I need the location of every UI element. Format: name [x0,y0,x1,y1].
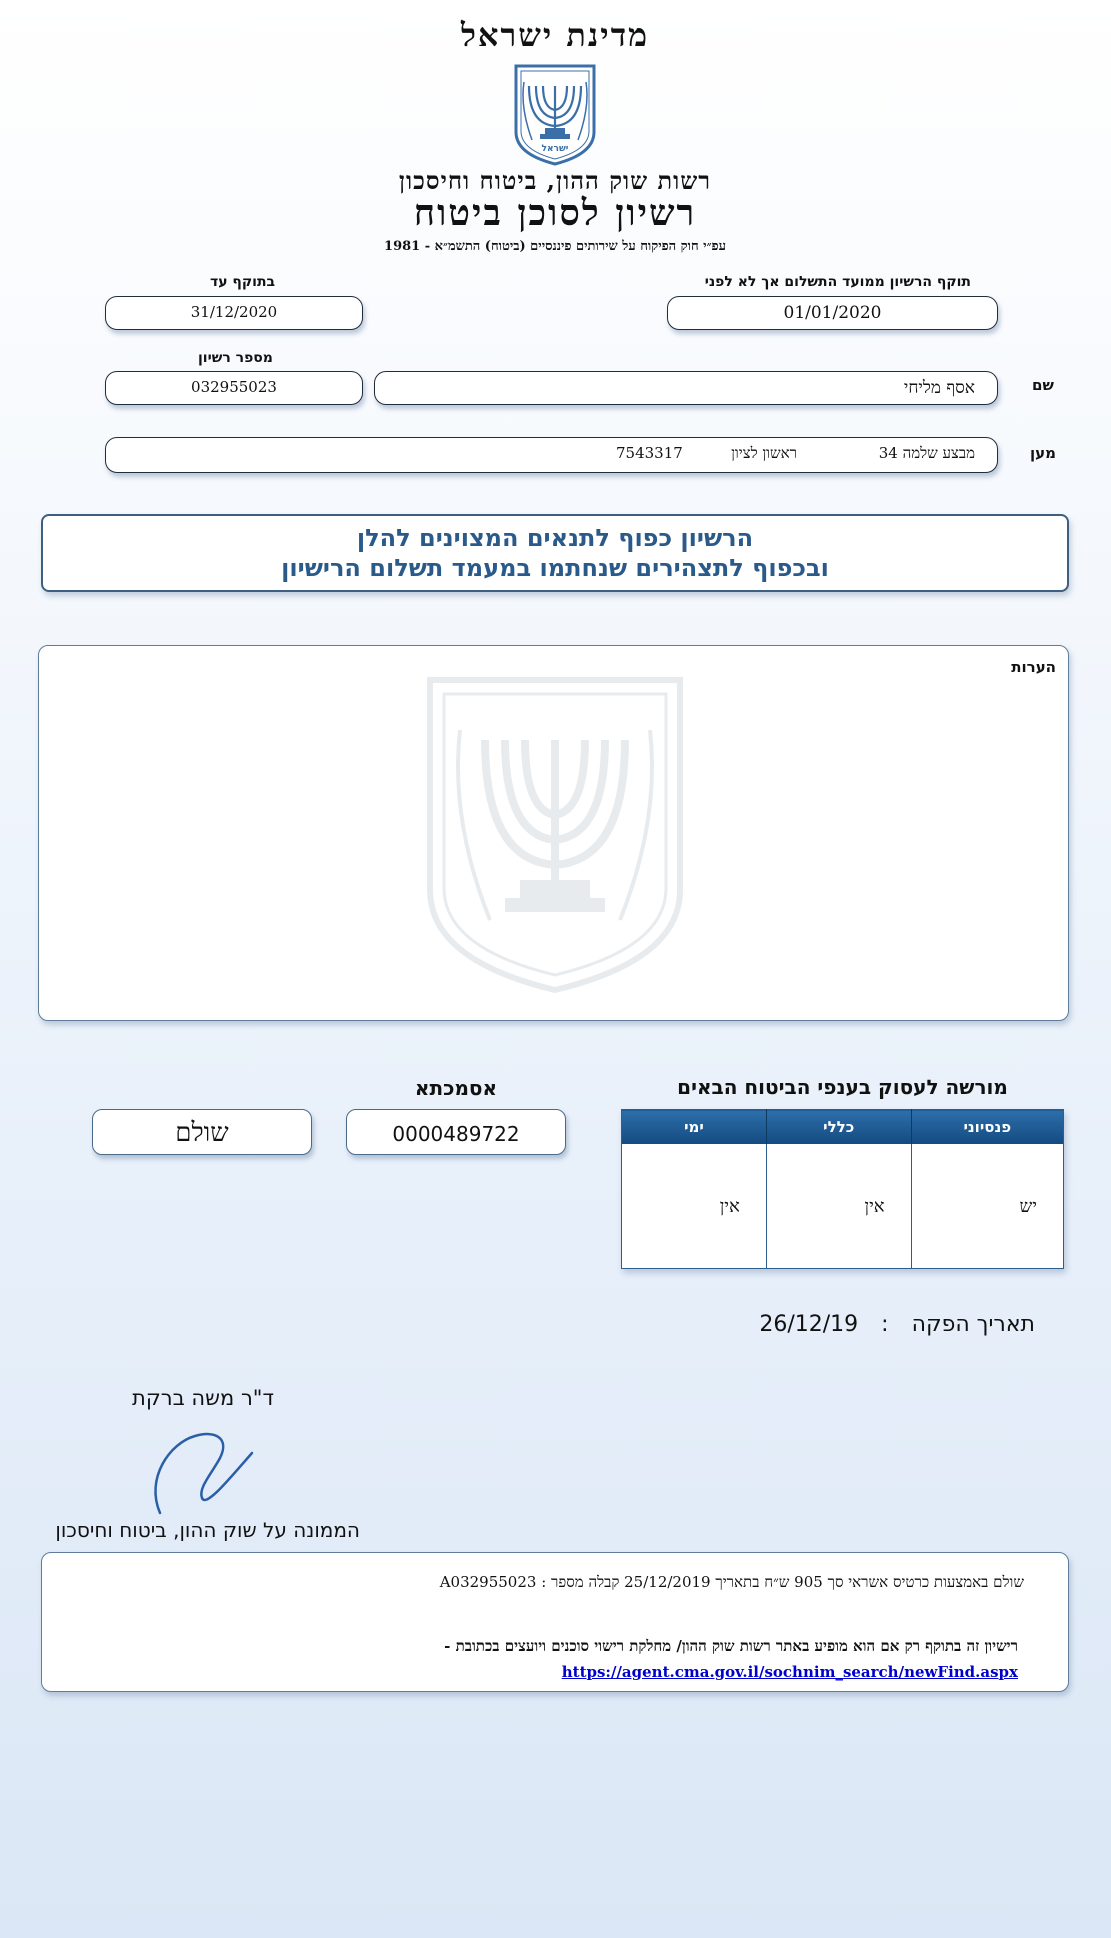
branch-header-pension: פנסיוני [911,1110,1063,1145]
issue-date-row [759,1312,1035,1337]
state-emblem-icon [512,62,598,166]
branch-value-marine: אין [719,1195,740,1217]
valid-until-field [105,296,363,330]
reference-value: 0000489722 [392,1122,520,1146]
payment-status-value: שולם [175,1118,229,1148]
emblem-label: ישראל [541,144,569,154]
issue-date-value: 26/12/19 [759,1312,859,1337]
branch-header-marine: ימי [622,1110,767,1145]
issue-date-label: תאריך הפקה [911,1312,1035,1337]
notes-panel [38,645,1069,1021]
branches-table [621,1109,1064,1269]
valid-until-label: בתוקף עד [210,274,276,290]
conditions-panel [41,514,1069,592]
conditions-line-1: הרשיון כפוף לתנאים המצוינים להלן [356,524,754,552]
valid-from-label: תוקף הרשיון ממועד התשלום אך לא לפני [704,274,971,290]
payment-details: שולם באמצעות כרטיס אשראי סך 905 ש״ח בתאריך 25/12/2019 קבלה מספר : A032955023 [439,1573,1024,1591]
signature-icon [140,1418,270,1518]
address-label: מען [1030,444,1056,462]
address-zip: 7543317 [616,444,683,462]
license-number-field [105,371,363,405]
conditions-line-2: ובכפוף לתצהירים שנחתמו במעמד תשלום הרישיון [281,554,829,582]
reference-label: אסמכתא [414,1076,498,1100]
holder-name-label: שם [1032,376,1054,394]
registry-link[interactable]: https://agent.cma.gov.il/sochnim_search/newFind.aspx [561,1663,1018,1681]
branches-title: מורשה לעסוק בענפי הביטוח הבאים [677,1075,1008,1099]
law-reference: עפ״י חוק הפיקוח על שירותים פיננסיים (ביטוח) התשמ״א - 1981 [384,239,726,254]
notes-label: הערות [1011,658,1056,676]
branch-value-general: אין [766,1144,911,1269]
signatory-name: ד"ר משה ברקת [132,1386,274,1410]
state-name: מדינת ישראל [460,16,650,54]
valid-from-value: 01/01/2020 [783,303,882,323]
valid-until-value: 31/12/2020 [190,303,278,321]
address-street: מבצע שלמה 34 [878,444,975,462]
issue-date-separator: : [881,1312,889,1337]
watermark-emblem-icon [420,670,690,998]
document-title: רשיון לסוכן ביטוח [413,192,697,234]
holder-name-field [374,371,998,405]
branch-value-pension: יש [911,1144,1063,1269]
authority-name: רשות שוק ההון, ביטוח וחיסכון [398,166,712,195]
license-number-label: מספר רשיון [198,350,273,366]
payment-status-field [92,1109,312,1155]
license-number-value: 032955023 [191,378,277,396]
address-field [105,437,998,473]
footer-panel [41,1552,1069,1692]
holder-name-value: אסף מליחי [903,378,975,398]
address-city: ראשון לציון [731,444,797,462]
validity-notice: רישיון זה בתוקף רק אם הוא מופיע באתר רשות שוק ההון/ מחלקת רישוי סוכנים ויועצים בכתובת - [444,1637,1018,1655]
valid-from-field [667,296,998,330]
branch-header-general: כללי [766,1110,911,1145]
signatory-title: הממונה על שוק ההון, ביטוח וחיסכון [55,1518,360,1542]
reference-field [346,1109,566,1155]
